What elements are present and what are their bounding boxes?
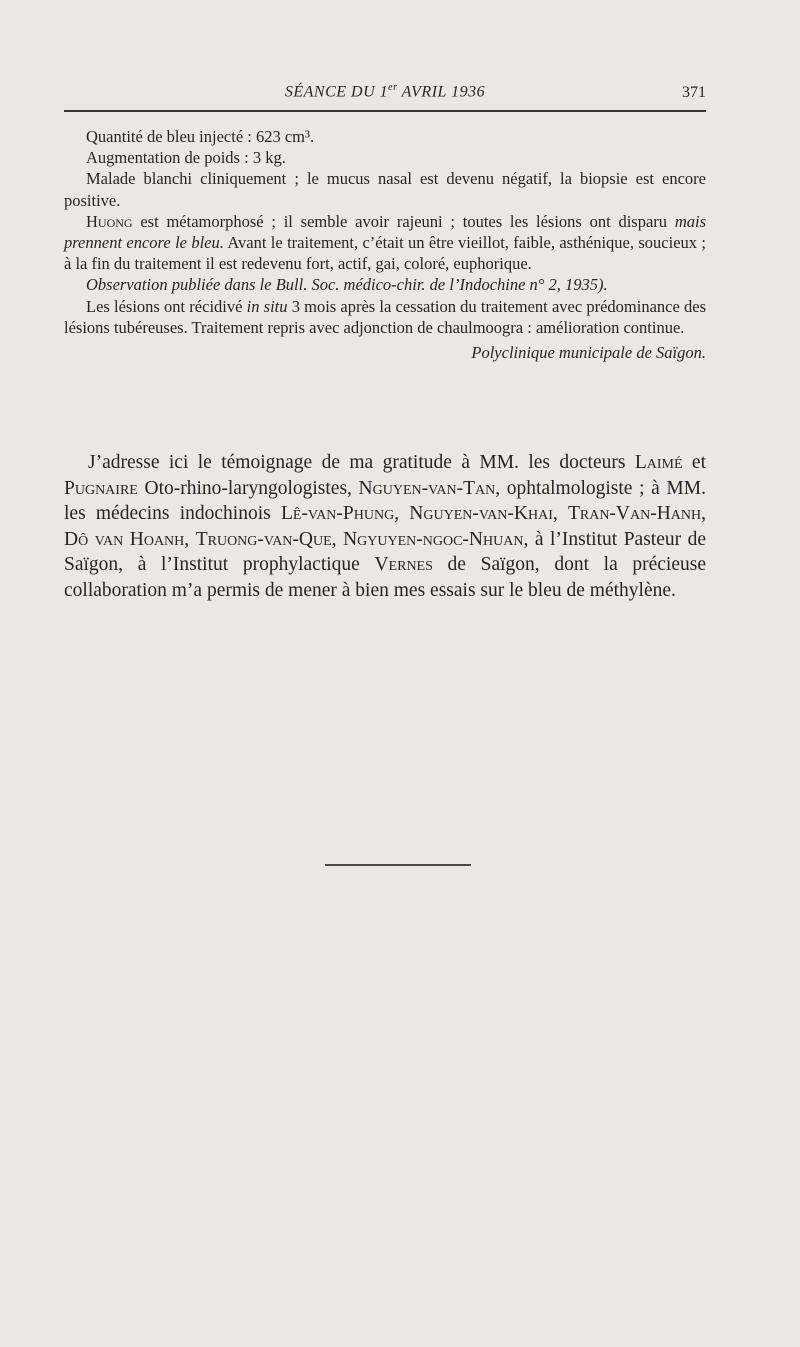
- clinical-status: Malade blanchi cliniquement ; le mucus nasal est devenu négatif, la biopsie est encore positive.: [64, 169, 706, 210]
- person-name: Tran-Van-Hanh: [567, 503, 702, 524]
- ack-text: , à l’Institut Pasteur de Saïgon, à l’Institut prophylactique: [64, 528, 707, 575]
- observation-reference: [64, 274, 706, 295]
- patient-transformation: [64, 211, 706, 275]
- person-name: Dô van Hoanh: [64, 528, 185, 550]
- running-header: [64, 80, 706, 104]
- ack-text: J’adresse ici le témoignage de ma gratitude à MM. les docteurs: [88, 452, 635, 473]
- person-name: Pugnaire: [64, 477, 138, 499]
- recurrence-text-b: 3 mois après la cessation du traitement avec prédominance des lésions tubéreuses. Traitement repris avec adjonction de chaulmoogra : amélioration continue.: [64, 296, 706, 337]
- header-title: [64, 82, 706, 101]
- header-title-superscript: er: [388, 82, 398, 93]
- signature-line: Polyclinique municipale de Saïgon.: [471, 343, 706, 363]
- ack-text: ,: [701, 503, 707, 524]
- ack-text: ,: [552, 503, 568, 524]
- recurrence-italic: in situ: [246, 296, 288, 316]
- injected-quantity: Quantité de bleu injecté : 623 cm³.: [86, 127, 315, 146]
- person-name: Vernes: [374, 554, 433, 575]
- closing-rule: [325, 864, 471, 866]
- transformation-text-b: Avant le traitement, c’était un être vieillot, faible, asthénique, soucieux ; à la fin du traitement il est redevenu fort, actif, gai, coloré, euphorique.: [64, 233, 706, 274]
- header-title-start: SÉANCE DU 1: [284, 83, 389, 101]
- person-name: Laimé: [634, 452, 683, 473]
- page-number: 371: [682, 84, 706, 101]
- ack-text: ,: [394, 503, 410, 524]
- acknowledgment-paragraph: [64, 450, 706, 603]
- ack-text: ,: [331, 528, 344, 550]
- transformation-italic: mais prennent encore le bleu.: [64, 211, 706, 253]
- case-report-block: [64, 126, 706, 363]
- person-name: Lê-van-Phung: [280, 503, 395, 524]
- header-title-end: AVRIL 1936: [397, 83, 486, 101]
- ack-text: , ophtalmologiste ; à MM. les médecins indochinois: [64, 477, 706, 524]
- ack-text: et: [682, 452, 707, 473]
- person-name: Nguyen-van-Tan: [358, 477, 496, 499]
- transformation-text-a: est métamorphosé ; il semble avoir rajeuni ; toutes les lésions ont disparu: [132, 211, 675, 231]
- person-name: Ngyuyen-ngoc-Nhuan: [343, 528, 524, 550]
- ack-text: Oto-rhino-laryngologistes,: [137, 477, 359, 499]
- recurrence-note: [64, 296, 706, 338]
- header-rule: [64, 110, 706, 112]
- weight-gain: Augmentation de poids : 3 kg.: [86, 148, 286, 168]
- patient-name: Huong: [86, 211, 133, 231]
- observation-italic: Observation publiée dans le Bull. Soc. médico-chir. de l’Indochine n° 2, 1935).: [86, 275, 608, 295]
- ack-text: de Saïgon, dont la précieuse collaboration m’a permis de mener à bien mes essais sur le bleu de méthylène.: [64, 554, 706, 601]
- person-name: Truong-van-Que: [195, 528, 332, 550]
- person-name: Nguyen-van-Khai: [409, 503, 553, 524]
- ack-text: ,: [184, 528, 196, 550]
- acknowledgment-block: [64, 450, 706, 603]
- recurrence-text-a: Les lésions ont récidivé: [86, 296, 247, 316]
